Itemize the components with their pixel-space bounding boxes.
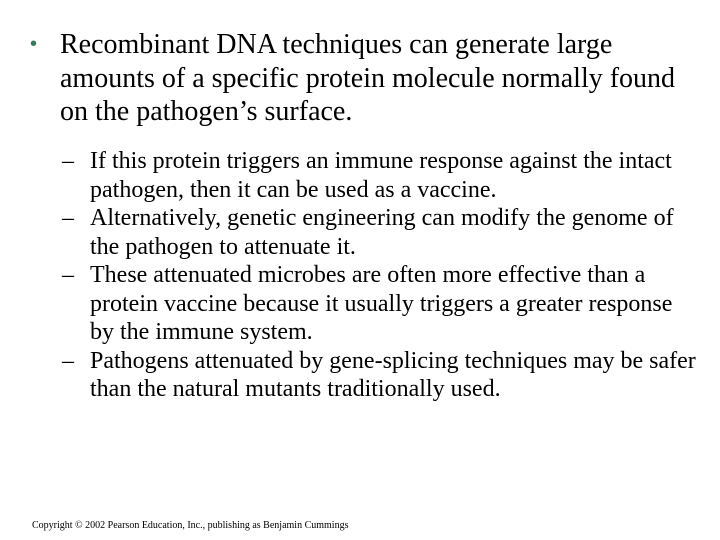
main-bullet-text: Recombinant DNA techniques can generate large amounts of a specific protein molecule normally found on the pathogen’s surface.	[60, 29, 676, 128]
sub-bullet-text: If this protein triggers an immune response against the intact pathogen, then it can be used as a vaccine.	[90, 148, 672, 203]
dash-icon: –	[62, 347, 74, 374]
sub-bullet-text: Alternatively, genetic engineering can modify the genome of the pathogen to attenuate it.	[90, 205, 674, 260]
dash-icon: –	[62, 205, 74, 232]
dash-icon: –	[62, 148, 74, 174]
copyright-footer: Copyright © 2002 Pearson Education, Inc., publishing as Benjamin Cummings	[32, 520, 349, 531]
sub-bullet-text: Pathogens attenuated by gene-splicing techniques may be safer than the natural mutants traditionally used.	[90, 347, 696, 403]
sub-bullet-item	[62, 261, 702, 347]
sub-bullet-item	[62, 147, 702, 204]
main-bullet	[30, 28, 690, 129]
sub-bullet-item	[62, 204, 702, 261]
sub-bullet-list	[62, 147, 702, 404]
bullet-icon: •	[30, 33, 38, 55]
sub-bullet-item	[62, 347, 702, 404]
dash-icon: –	[62, 262, 74, 289]
sub-bullet-text: These attenuated microbes are often more effective than a protein vaccine because it usually triggers a greater response by the immune system.	[90, 262, 673, 346]
